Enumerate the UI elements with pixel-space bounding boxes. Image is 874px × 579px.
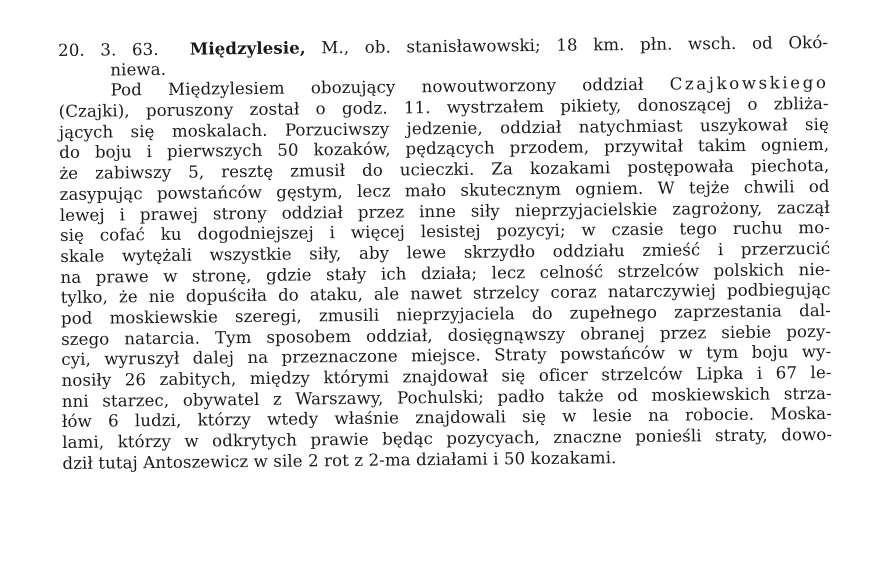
paragraph-line-8: się cofać ku dogodniejszej i więcej lesistej pozycyi; w czasie tego ruchu mo- [59, 218, 831, 246]
paragraph-line-13: szego natarcia. Tym sposobem oddział, dosięgnąwszy obranej przez siebie pozy- [61, 321, 832, 349]
paragraph-line-15: nosiły 26 zabitych, między którymi znajdował się oficer strzelców Lipka i 67 le- [61, 362, 832, 390]
paragraph-line-9: skale wytężali wszystkie siły, aby lewe skrzydło oddziału zmieść i przerzucić [60, 238, 831, 266]
paragraph-line-6: zasypując powstańców gęstym, lecz mało skutecznym ogniem. W tejże chwili od [59, 176, 830, 204]
paragraph-line-7: lewej i prawej strony oddział przez inne siły nieprzyjacielskie zagrożony, zaczął [59, 197, 830, 225]
paragraph-line-14: cyi, wyruszył dalej na przeznaczone miejsce. Straty powstańców w tym boju wy- [61, 342, 832, 370]
entry-place: Międzylesie, [189, 37, 306, 59]
paragraph-line-3: jących się moskalach. Porzuciwszy jedzenie, oddział natychmiast uszykował się [58, 114, 830, 142]
paragraph-line-11: tylko, że nie dopuściła do ataku, ale nawet strzelcy coraz natarczywiej podbiegując [60, 280, 831, 308]
document-page [58, 32, 833, 474]
paragraph-line-1: Pod Międzylesiem obozujący nowoutworzony oddział Czajkowskiego [110, 73, 829, 100]
paragraph-line-2: (Czajki), poruszony został o godz. 11. wystrzałem pikiety, donoszącej o zbliża- [58, 93, 829, 122]
paragraph-line-12: pod moskiewskie szeregi, zmusili nieprzyjaciela do zupełnego zaprzestania dal- [60, 300, 831, 328]
entry-date: 20. 3. 63. [58, 39, 159, 60]
paragraph-line-17: łów 6 ludzi, którzy wtedy właśnie znajdowali się w lesie na robocie. Moska- [61, 404, 833, 432]
paragraph-line-19: dził tutaj Antoszewicz w sile 2 rot z 2-ma działami i 50 kozakami. [62, 447, 617, 473]
paragraph-line-18: lami, którzy w odkrytych prawie będąc pozycyach, znaczne ponieśli straty, dowo- [62, 424, 833, 453]
paragraph-line-10: na prawe w stronę, gdzie stały ich działa; lecz celność strzelców polskich nie- [60, 259, 831, 287]
paragraph-line-16: nni starzec, obywatel z Warszawy, Pochulski; padło także od moskiewskich strza- [61, 383, 832, 411]
entry-heading-text: M., ob. stanisławowski; 18 km. płn. wsch. od Okó- [321, 32, 829, 58]
entry-heading-continuation: niewa. [110, 59, 167, 80]
paragraph-line-5: że zabiwszy 5, resztę zmusił do ucieczki. Za kozakami postępowała piechota, [59, 156, 830, 184]
commander-name: Czajkowskiego [669, 73, 829, 94]
paragraph-line-4: do boju i pierwszych 50 kozaków, pędzących przodem, przywitał takim ogniem, [59, 135, 830, 163]
